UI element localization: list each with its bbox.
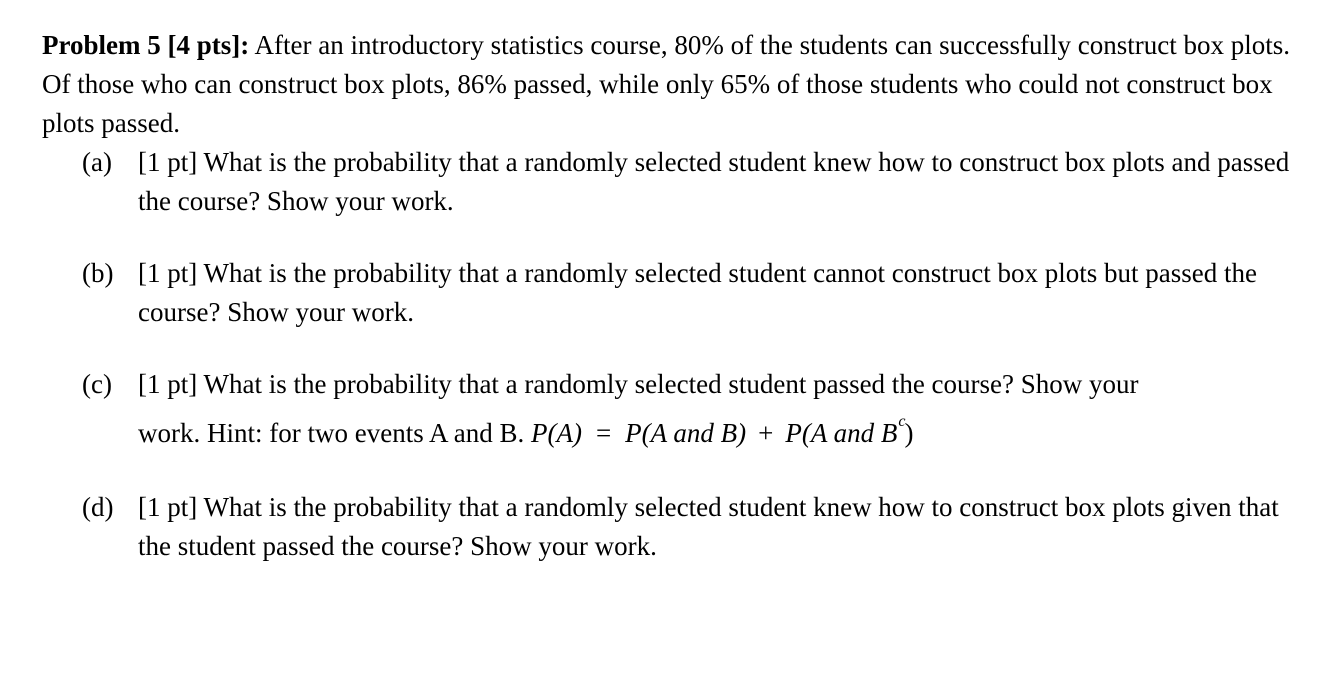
part-c	[82, 365, 1292, 457]
problem-intro: After an introductory statistics course, 80% of the students can successfully construct box plots. Of those who can construct box plots, 86% passed, while only 65% of those students who could not construct box plots passed.	[42, 30, 1291, 138]
part-d-label: (d)	[82, 492, 114, 522]
hint-formula	[530, 413, 914, 448]
formula-plus: +	[758, 418, 774, 448]
formula-superscript: c	[898, 413, 906, 430]
formula-equals: =	[595, 418, 612, 448]
problem-statement	[42, 26, 1292, 143]
problem-document	[42, 26, 1292, 566]
part-a-label: (a)	[82, 147, 112, 177]
formula-term1: P(A and B)	[625, 418, 747, 448]
part-b-label: (b)	[82, 258, 114, 288]
part-c-hint: work. Hint: for two events A and B.	[138, 418, 525, 448]
formula-term2: P(A and B	[785, 418, 898, 448]
part-d-text: [1 pt] What is the probability that a randomly selected student knew how to construct box plots given that the student passed the course? Show your work.	[138, 492, 1279, 561]
part-c-label: (c)	[82, 369, 112, 399]
formula-close: )	[904, 418, 914, 448]
part-a-text: [1 pt] What is the probability that a randomly selected student knew how to construct box plots and passed the course? Show your work.	[138, 147, 1290, 216]
problem-title: Problem 5 [4 pts]:	[42, 30, 250, 60]
part-c-hint-line	[138, 414, 1292, 457]
formula-lhs: P(A)	[530, 418, 582, 448]
part-a	[82, 143, 1292, 221]
part-c-text: [1 pt] What is the probability that a randomly selected student passed the course? Show your	[138, 369, 1139, 399]
part-b	[82, 254, 1292, 332]
part-b-text: [1 pt] What is the probability that a randomly selected student cannot construct box plots but passed the course? Show your work.	[138, 258, 1257, 327]
part-d	[82, 488, 1292, 566]
